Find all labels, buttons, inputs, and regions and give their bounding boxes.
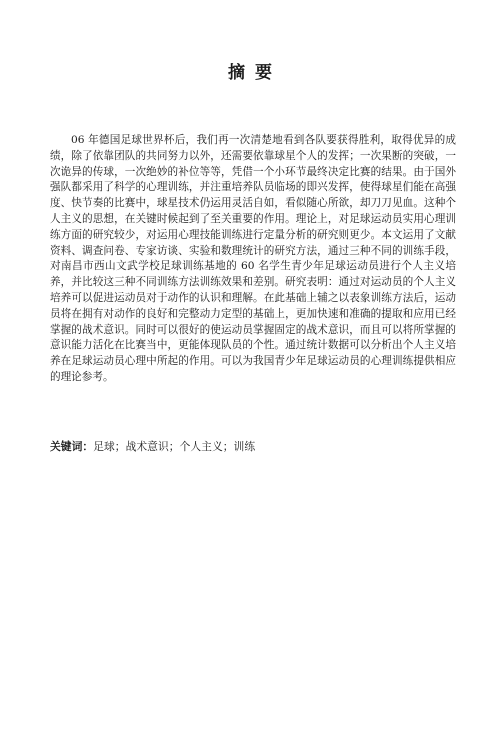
abstract-title: 摘要: [228, 63, 282, 83]
keywords-list: 足球；战术意识；个人主义；训练: [93, 440, 256, 453]
keywords-label: 关键词：: [50, 440, 94, 453]
abstract-body: 06 年德国足球世界杯后，我们再一次清楚地看到各队要获得胜利，取得优异的成绩，除了依靠团队的共同努力以外，还需要依靠球星个人的发挥；一次果断的突破，一次诡异的传球，一次绝妙的补位等等，凭借一个小环节最终决定比赛的结果。由于国外强队都采用了科学的心理训练，并注重培养队员临场的即兴发挥，使得球星们能在高强度、快节奏的比赛中，球星技术仍运用灵活自如，看似随心所欲，却刀刀见血。这种个人主义的思想，在关键时候起到了至关重要的作用。理论上，对足球运动员实用心理训练方面的研究较少，对运用心理技能训练进行定量分析的研究则更少。本文运用了文献资料、调查问卷、专家访谈、实验和数理统计的研究方法，通过三种不同的训练手段，对南昌市西山文武学校足球训练基地的 60 名学生青少年足球运动员进行个人主义培养，并比较这三种不同训练方法训练效果和差别。研究表明：通过对运动员的个人主义培养可以促进运动员对于动作的认识和理解。在此基础上辅之以表象训练方法后，运动员将在拥有对动作的良好和完整动力定型的基础上，更加快速和准确的提取和应用已经掌握的战术意识。同时可以很好的使运动员掌握固定的战术意识，而且可以将所掌握的意识能力活化在比赛当中，更能体现队员的个性。通过统计数据可以分析出个人主义培养在足球运动员心理中所起的作用。可以为我国青少年足球运动员的心理训练提供相应的理论参考。: [50, 134, 456, 383]
keywords-line: [50, 439, 470, 455]
